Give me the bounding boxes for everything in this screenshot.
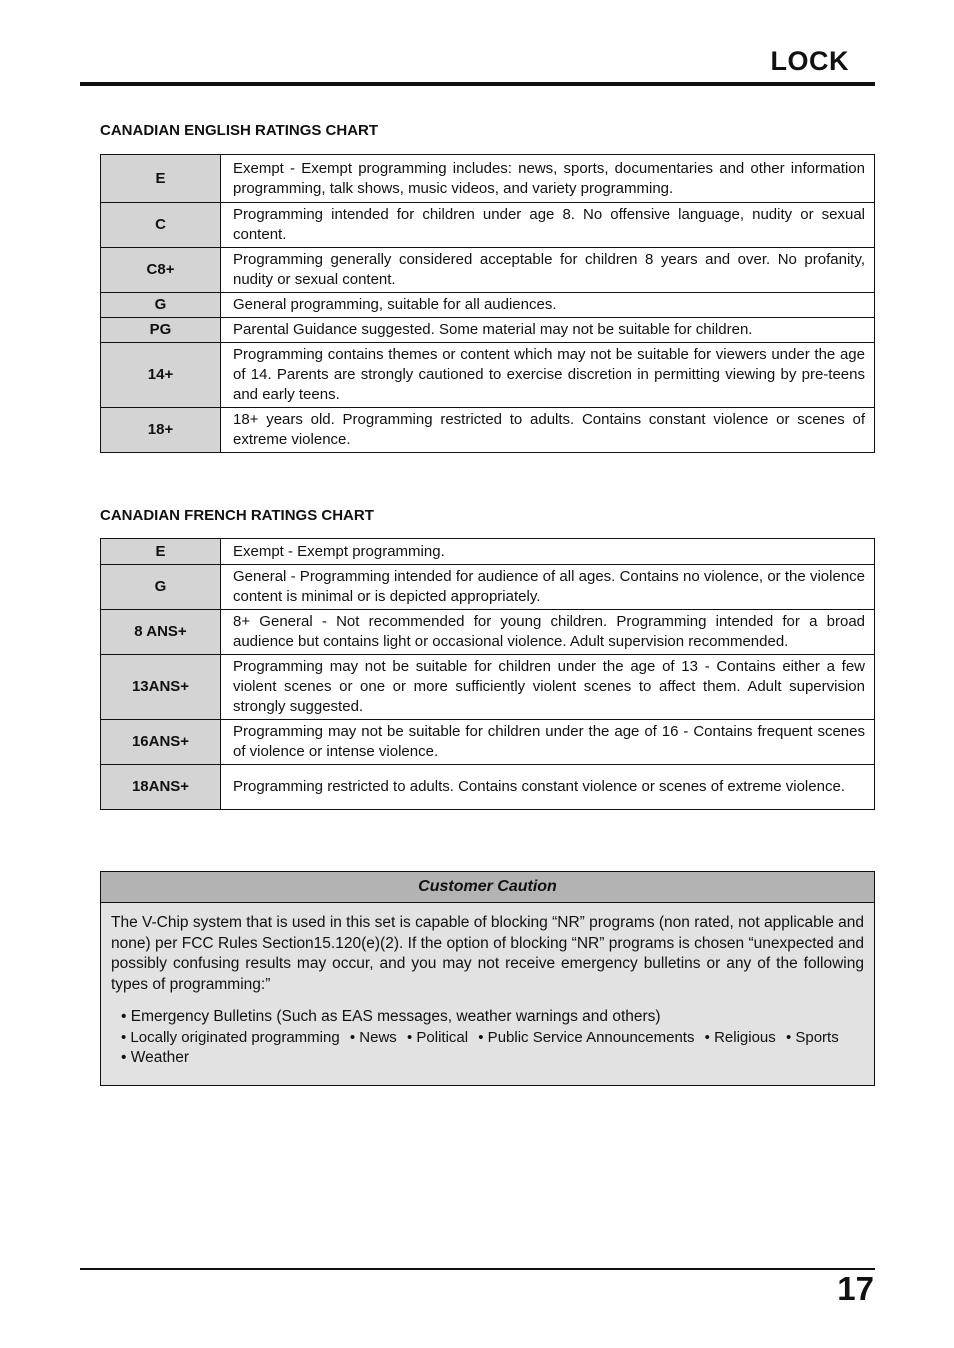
list-item: • Emergency Bulletins (Such as EAS messages, weather warnings and others) — [121, 1008, 661, 1025]
table-row — [101, 720, 875, 765]
french-chart-heading: CANADIAN FRENCH RATINGS CHART — [100, 507, 374, 524]
rating-code: 16ANS+ — [101, 720, 221, 765]
rating-description: General - Programming intended for audience of all ages. Contains no violence, or the violence content is minimal or is depicted appropriately. — [221, 565, 875, 610]
rating-description: Exempt - Exempt programming. — [221, 539, 875, 565]
rating-description: Programming may not be suitable for children under the age of 16 - Contains frequent scenes of violence or intense violence. — [221, 720, 875, 765]
rating-description: Programming generally considered acceptable for children 8 years and over. No profanity, nudity or sexual content. — [221, 248, 875, 293]
bullet-item: • Public Service Announcements — [478, 1028, 695, 1046]
table-row — [101, 343, 875, 408]
rating-description: General programming, suitable for all audiences. — [221, 293, 875, 318]
table-row — [101, 610, 875, 655]
bullet-item: • Sports — [785, 1028, 839, 1046]
table-row — [101, 655, 875, 720]
table-row — [101, 408, 875, 453]
table-row — [101, 155, 875, 203]
footer-rule — [80, 1268, 875, 1270]
rating-code: C — [101, 203, 221, 248]
rating-code: PG — [101, 318, 221, 343]
rating-code: 18+ — [101, 408, 221, 453]
french-ratings-table — [100, 538, 875, 810]
table-row — [101, 203, 875, 248]
english-ratings-table — [100, 154, 875, 453]
table-row — [101, 248, 875, 293]
bullet-item: • News — [349, 1028, 397, 1046]
rating-code: G — [101, 293, 221, 318]
rating-code: C8+ — [101, 248, 221, 293]
rating-description: Programming contains themes or content which may not be suitable for viewers under the age of 14. Parents are strongly cautioned to exercise discretion in permitting viewing by pre-teens and early teens. — [221, 343, 875, 408]
rating-code: 18ANS+ — [101, 765, 221, 810]
rating-description: 18+ years old. Programming restricted to adults. Contains constant violence or scenes of extreme violence. — [221, 408, 875, 453]
page-number: 17 — [837, 1270, 874, 1307]
table-row — [101, 318, 875, 343]
rating-description: Programming restricted to adults. Contains constant violence or scenes of extreme violence. — [221, 765, 875, 810]
caution-text: The V-Chip system that is used in this set is capable of blocking “NR” programs (non rated, not applicable and none) per FCC Rules Section15.120(e)(2). If the option of blocking “NR” programs is chosen “unexpected and possibly confusing results may occur, and you may not receive emergency bulletins or any of the following types of programming:” — [111, 914, 864, 993]
rating-description: 8+ General - Not recommended for young children. Programming intended for a broad audience but contains light or occasional violence. Adult supervision recommended. — [221, 610, 875, 655]
rating-code: 13ANS+ — [101, 655, 221, 720]
page-header — [80, 44, 875, 86]
caution-bullets — [111, 1007, 864, 1069]
bullet-item: • Locally originated programming — [121, 1028, 340, 1046]
caution-body — [101, 903, 874, 1085]
bullet-item: • Political — [406, 1028, 469, 1046]
table-row — [101, 539, 875, 565]
rating-description: Programming may not be suitable for children under the age of 13 - Contains either a few violent scenes or one or more sufficiently violent scenes to affect them. Adult supervision strongly suggested. — [221, 655, 875, 720]
page-title: LOCK — [770, 46, 849, 76]
list-item: • Weather — [121, 1049, 190, 1066]
table-row — [101, 565, 875, 610]
customer-caution-box — [100, 871, 875, 1086]
rating-code: E — [101, 539, 221, 565]
table-row — [101, 293, 875, 318]
rating-description: Exempt - Exempt programming includes: news, sports, documentaries and other information programming, talk shows, music videos, and variety programming. — [221, 155, 875, 203]
rating-description: Programming intended for children under age 8. No offensive language, nudity or sexual content. — [221, 203, 875, 248]
rating-code: E — [101, 155, 221, 203]
rating-code: 14+ — [101, 343, 221, 408]
table-row — [101, 765, 875, 810]
rating-code: 8 ANS+ — [101, 610, 221, 655]
bullet-item: • Religious — [704, 1028, 776, 1046]
rating-description: Parental Guidance suggested. Some material may not be suitable for children. — [221, 318, 875, 343]
english-chart-heading: CANADIAN ENGLISH RATINGS CHART — [100, 122, 379, 139]
rating-code: G — [101, 565, 221, 610]
list-item — [121, 1028, 864, 1049]
caution-title: Customer Caution — [101, 872, 874, 903]
